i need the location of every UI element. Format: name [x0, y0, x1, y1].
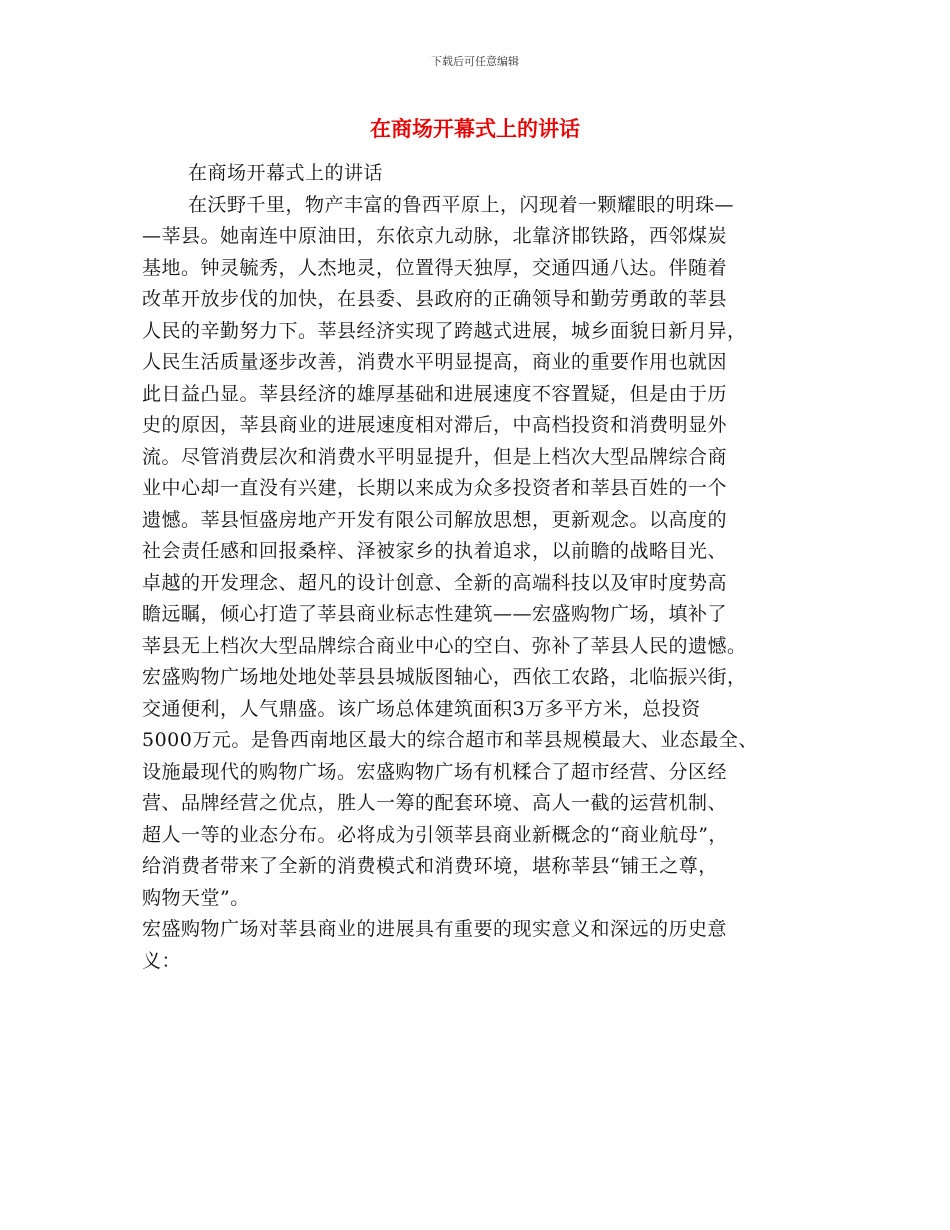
text-line: 交通便利，人气鼎盛。该广场总体建筑面积3万多平方米，总投资	[142, 697, 701, 720]
text-line: 莘县无上档次大型品牌综合商业中心的空白、弥补了莘县人民的遗憾。	[142, 634, 747, 657]
text-line: 在沃野千里，物产丰富的鲁西平原上，闪现着一颗耀眼的明珠—	[188, 193, 735, 216]
page-title: 在商场开幕式上的讲话	[370, 117, 580, 141]
text-line: 业中心却一直没有兴建，长期以来成为众多投资者和莘县百姓的一个	[142, 477, 728, 499]
text-line: 超人一等的业态分布。必将成为引领莘县商业新概念的“商业航母”，	[142, 823, 728, 846]
text-line: 瞻远瞩，倾心打造了莘县商业标志性建筑——宏盛购物广场，填补了	[142, 603, 728, 625]
text-line: 宏盛购物广场地处地处莘县县城版图轴心，西依工农路，北临振兴街，	[142, 666, 747, 688]
text-line: 史的原因，莘县商业的进展速度相对滞后，中高档投资和消费明显外	[142, 414, 728, 436]
text-line: 基地。钟灵毓秀，人杰地灵，位置得天独厚，交通四通八达。伴随着	[142, 256, 728, 279]
text-line: 改革开放步伐的加快，在县委、县政府的正确领导和勤劳勇敢的莘县	[142, 288, 728, 310]
text-line: 人民生活质量逐步改善，消费水平明显提高，商业的重要作用也就因	[142, 351, 728, 373]
text-line: 设施最现代的购物广场。宏盛购物广场有机糅合了超市经营、分区经	[142, 760, 728, 783]
text-line: 卓越的开发理念、超凡的设计创意、全新的高端科技以及审时度势高	[142, 571, 728, 594]
text-line: 遗憾。莘县恒盛房地产开发有限公司解放思想，更新观念。以高度的	[142, 508, 728, 531]
text-line: 宏盛购物广场对莘县商业的进展具有重要的现实意义和深远的历史意	[142, 918, 728, 940]
text-line: —莘县。她南连中原油田，东依京九动脉，北靠济邯铁路，西邻煤炭	[142, 225, 728, 247]
header-note: 下载后可任意编辑	[431, 55, 519, 68]
subtitle-line: 在商场开幕式上的讲话	[188, 162, 384, 184]
text-line: 人民的辛勤努力下。莘县经济实现了跨越式进展，城乡面貌日新月异，	[142, 319, 747, 342]
text-line: 义：	[142, 949, 182, 972]
text-line: 流。尽管消费层次和消费水平明显提升，但是上档次大型品牌综合商	[142, 445, 728, 468]
text-line: 营、品牌经营之优点，胜人一筹的配套环境、高人一截的运营机制、	[142, 792, 728, 814]
text-line: 5000万元。是鲁西南地区最大的综合超市和莘县规模最大、业态最全、	[142, 729, 758, 751]
text-line: 此日益凸显。莘县经济的雄厚基础和进展速度不容置疑，但是由于历	[142, 382, 728, 405]
text-line: 社会责任感和回报桑梓、泽被家乡的执着追求，以前瞻的战略目光、	[142, 540, 728, 562]
text-line: 给消费者带来了全新的消费模式和消费环境，堪称莘县“铺王之尊，	[142, 855, 718, 877]
document-body	[142, 158, 822, 977]
text-line: 购物天堂”。	[142, 886, 250, 909]
